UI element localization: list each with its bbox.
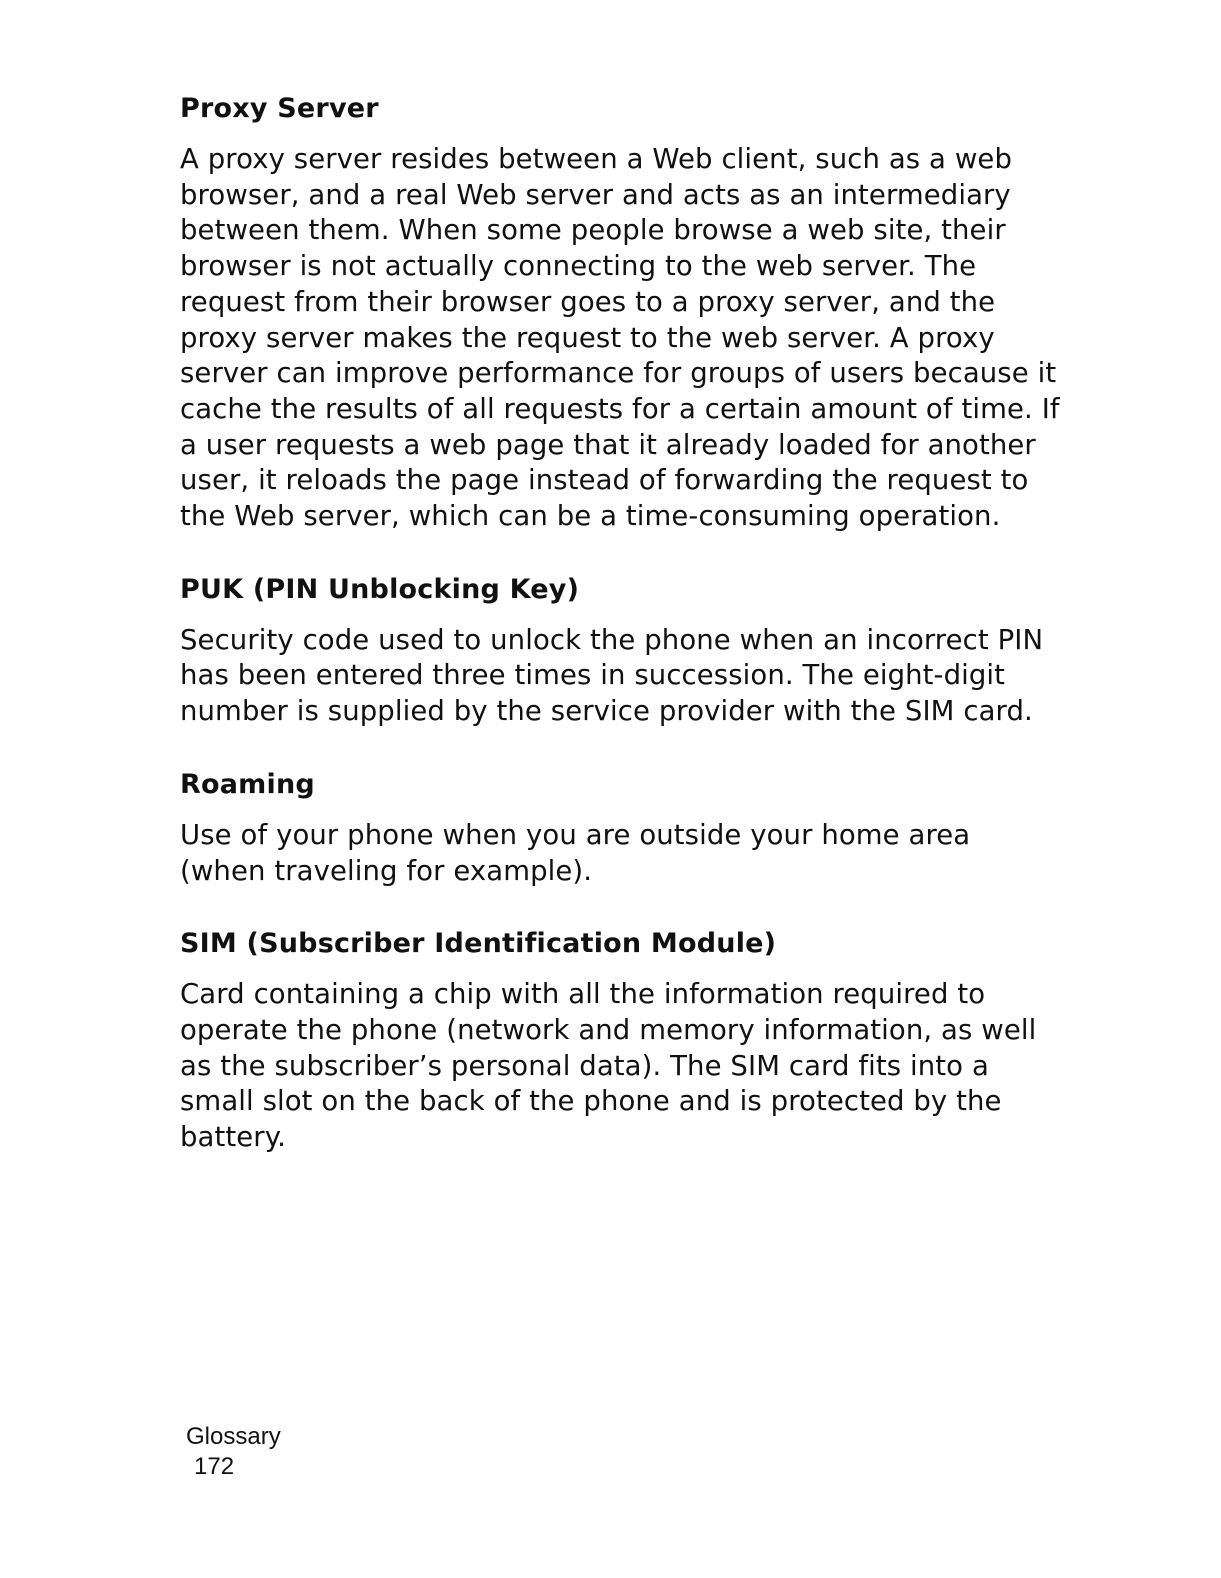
page-number: 172	[194, 1453, 235, 1480]
term-definition: Use of your phone when you are outside your home area (when traveling for example).	[180, 818, 971, 887]
term-heading: PUK (PIN Unblocking Key)	[180, 573, 580, 605]
glossary-page	[180, 92, 1060, 1194]
glossary-entry-proxy-server	[180, 92, 1060, 535]
glossary-entry-sim	[180, 927, 1060, 1156]
glossary-entry-puk	[180, 573, 1060, 730]
term-heading: SIM (Subscriber Identification Module)	[180, 928, 777, 960]
term-heading: Proxy Server	[180, 93, 379, 124]
page-footer	[186, 1422, 281, 1482]
footer-section-label: Glossary	[186, 1423, 281, 1450]
term-definition: Card containing a chip with all the information required to operate the phone (network and memory information, as well as the subscriber’s personal data). The SIM card fits into a small slot on the back of the phone and is protected by the battery.	[180, 978, 1037, 1154]
term-heading: Roaming	[180, 768, 315, 800]
term-definition: A proxy server resides between a Web client, such as a web browser, and a real Web server and acts as an intermediary between them. When some people browse a web site, their browser is not actually connecting to the web server. The request from their browser goes to a proxy server, and the proxy server makes the request to the web server. A proxy server can improve performance for groups of users because it cache the results of all requests for a certain amount of time. If a user requests a web page that it already loaded for another user, it reloads the page instead of forwarding the request to the Web server, which can be a time-consuming operation.	[180, 143, 1060, 533]
glossary-entry-roaming	[180, 768, 1060, 889]
term-definition: Security code used to unlock the phone when an incorrect PIN has been entered three times in succession. The eight-digit number is supplied by the service provider with the SIM card.	[180, 623, 1044, 728]
